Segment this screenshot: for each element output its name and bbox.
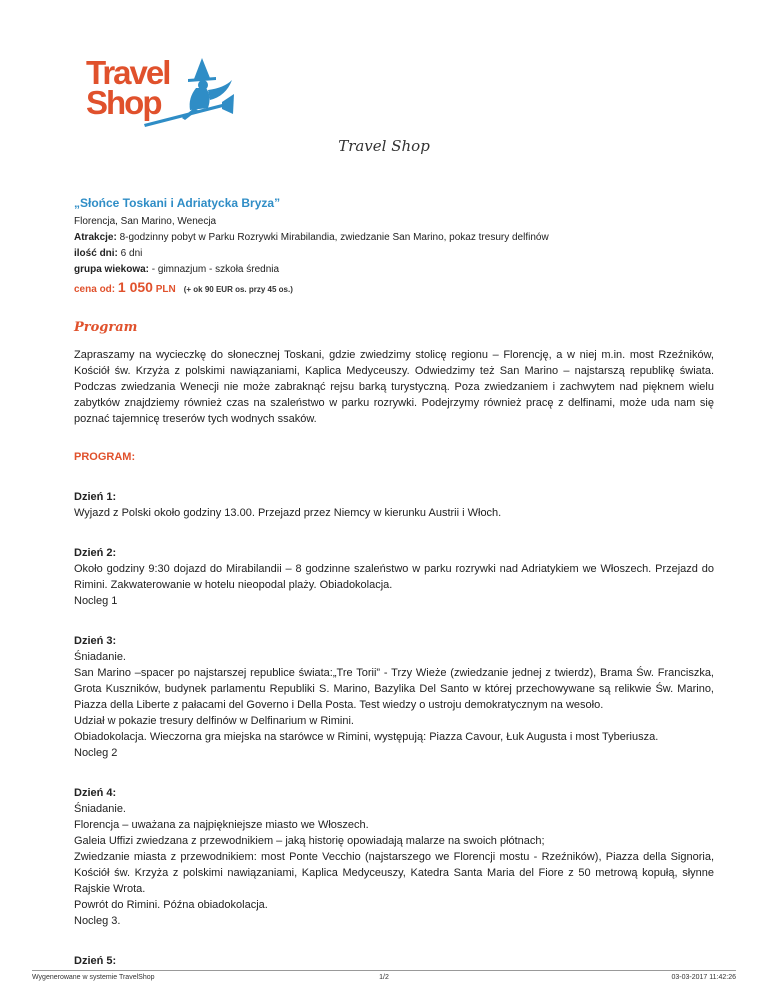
age-group-label: grupa wiekowa:	[74, 264, 150, 275]
page-footer	[32, 970, 736, 986]
attractions-label: Atrakcje:	[74, 232, 117, 243]
day-block	[74, 489, 714, 521]
offer-attractions	[74, 230, 714, 246]
program-intro: Zapraszamy na wycieczkę do słonecznej Toskani, gdzie zwiedzimy stolicę regionu – Florencję, a w niej m.in. most Rzeźników, Kościół św. Krzyża z polskimi nawiązaniami, Kaplica Medyceuszy. Odwiedzimy też San Marino – najstarszą republikę świata. Podczas zwiedzania Wenecji nie może zabraknąć rejsu barką turystyczną. Poza zwiedzaniem i zachwytem nad pięknem wielu zabytków znajdziemy również czas na szaleństwo w parku rozrywki. Podejrzymy również pracę z delfinami, może uda nam się poznać tajemnicę treserów tych wodnych ssaków.	[74, 349, 714, 425]
offer-summary	[74, 196, 714, 298]
footer-generated-by: Wygenerowane w systemie TravelShop	[32, 974, 155, 981]
program-heading: Program	[74, 320, 138, 335]
logo-text-shop: Shop	[86, 84, 161, 121]
day-line: Powrót do Rimini. Późna obiadokolacja.	[74, 899, 268, 911]
logo-text-travel: Travel	[86, 54, 170, 91]
day-line: Śniadanie.	[74, 651, 126, 663]
day-block	[74, 953, 714, 969]
day-block	[74, 545, 714, 609]
day-block	[74, 785, 714, 929]
day-line: Florencja – uważana za najpiękniejsze miasto we Włoszech.	[74, 819, 369, 831]
day-title: Dzień 3:	[74, 635, 117, 647]
day-line: Śniadanie.	[74, 803, 126, 815]
day-line: Nocleg 2	[74, 747, 118, 759]
days-value: 6 dni	[117, 248, 143, 259]
program-label: PROGRAM:	[74, 451, 136, 463]
age-group-value: - gimnazjum - szkoła średnia	[149, 264, 280, 275]
day-line: San Marino –spacer po najstarszej republice świata:„Tre Torii” - Trzy Wieże (zwiedzanie jednej z twierdz), Brama Św. Franciszka, Grota Kuszników, budynek parlamentu Republiki S. Marino, Bazylika Del Santo w której przechowywane są relikwie Św. Marino, Piazza della Liberte z pałacami del Governo i Della Posta. Test wiedzy o ustroju demokratycznym na wesoło.	[74, 667, 714, 711]
day-block	[74, 633, 714, 761]
day-line: Nocleg 1	[74, 595, 118, 607]
attractions-value: 8-godzinny pobyt w Parku Rozrywki Mirabilandia, zwiedzanie San Marino, pokaz tresury delfinów	[116, 232, 549, 243]
agency-name: Travel Shop	[338, 137, 430, 155]
day-line: Wyjazd z Polski około godziny 13.00. Przejazd przez Niemcy w kierunku Austrii i Włoch.	[74, 507, 502, 519]
offer-price	[74, 279, 714, 298]
offer-locations: Florencja, San Marino, Wenecja	[74, 216, 217, 227]
day-title: Dzień 1:	[74, 491, 117, 503]
footer-timestamp: 03-03-2017 11:42:26	[671, 974, 736, 981]
price-label: cena od:	[74, 284, 118, 295]
day-title: Dzień 5:	[74, 955, 117, 967]
offer-age-group	[74, 262, 714, 278]
day-title: Dzień 2:	[74, 547, 117, 559]
day-line: Obiadokolacja. Wieczorna gra miejska na starówce w Rimini, występują: Piazza Cavour, Łuk Augusta i most Tyberiusza.	[74, 731, 659, 743]
day-line: Zwiedzanie miasta z przewodnikiem: most Ponte Vecchio (najstarszego we Florencji mostu - Rzeźników), Piazza della Signoria, Kościół św. Krzyża z polskimi nawiązaniami, Kaplica Medyceuszy, Katedra Santa Maria del Fiore z 50 metrową kopułą, słynne Rajskie Wrota.	[74, 851, 714, 895]
program-content	[74, 347, 714, 969]
price-currency: PLN	[152, 284, 176, 295]
day-line: Około godziny 9:30 dojazd do Mirabilandii – 8 godzinne szaleństwo w parku rozrywki nad Adriatykiem we Włoszech. Przejazd do Rimini. Zakwaterowanie w hotelu nieopodal plaży. Obiadokolacja.	[74, 563, 714, 591]
days-list	[74, 489, 714, 969]
price-value: 1 050	[117, 279, 153, 295]
day-line: Nocleg 3.	[74, 915, 121, 927]
days-label: ilość dni:	[74, 248, 118, 259]
day-line: Udział w pokazie tresury delfinów w Delfinarium w Rimini.	[74, 715, 354, 727]
price-note: (+ ok 90 EUR os. przy 45 os.)	[183, 285, 293, 294]
day-title: Dzień 4:	[74, 787, 117, 799]
travelshop-logo	[84, 52, 234, 134]
offer-title: „Słońce Toskani i Adriatycka Bryza”	[74, 196, 281, 210]
footer-page-number: 1/2	[379, 974, 389, 981]
day-line: Galeia Uffizi zwiedzana z przewodnikiem – jaką historię opowiadają malarze na swoich płótnach;	[74, 835, 545, 847]
offer-days	[74, 246, 714, 262]
